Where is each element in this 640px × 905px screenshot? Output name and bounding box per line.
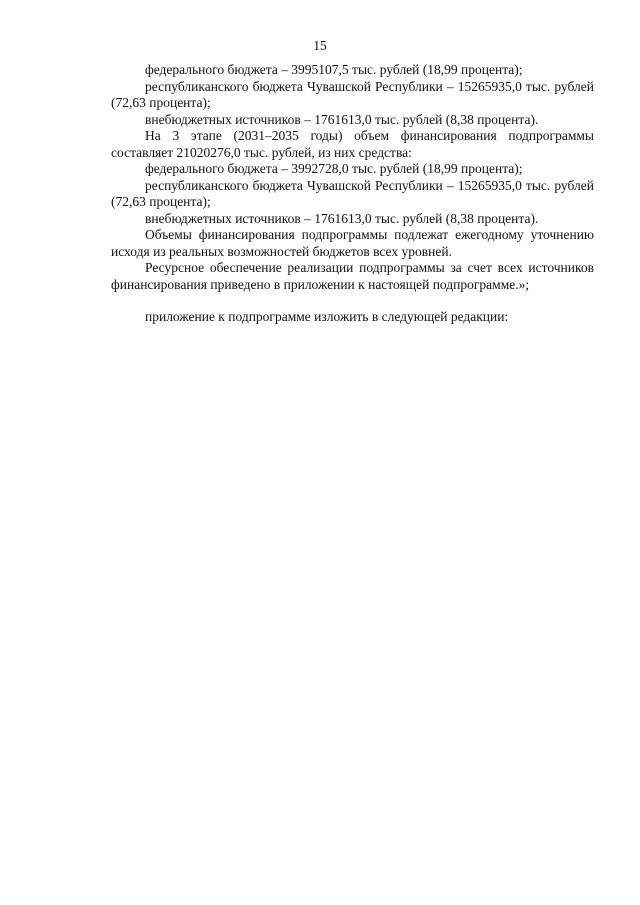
page-number: 15 (313, 38, 327, 53)
paragraph-republic-budget-stage2: республиканского бюджета Чувашской Республики – 15265935,0 тыс. рублей (72,63 процента); (111, 78, 594, 110)
paragraph-annual-refinement: Объемы финансирования подпрограммы подлежат ежегодному уточнению исходя из реальных возможностей бюджетов всех уровней. (111, 227, 594, 259)
paragraph-extrabudget-stage2: внебюджетных источников – 1761613,0 тыс. рублей (8,38 процента). (145, 111, 539, 127)
paragraph-federal-budget-stage3: федерального бюджета – 3992728,0 тыс. рублей (18,99 процента); (145, 161, 523, 176)
paragraph-stage3-total: На 3 этапе (2031–2035 годы) объем финансирования подпрограммы составляет 21020276,0 тыс. рублей, из них средства: (111, 128, 594, 160)
paragraph-extrabudget-stage3: внебюджетных источников – 1761613,0 тыс. рублей (8,38 процента). (145, 210, 539, 226)
paragraph-federal-budget-stage2: федерального бюджета – 3995107,5 тыс. рублей (18,99 процента); (145, 62, 523, 77)
document-body (111, 62, 594, 326)
paragraph-appendix-instruction: приложение к подпрограмме изложить в следующей редакции: (145, 309, 509, 324)
paragraph-republic-budget-stage3: республиканского бюджета Чувашской Республики – 15265935,0 тыс. рублей (72,63 процента); (111, 177, 594, 209)
paragraph-resource-provision: Ресурсное обеспечение реализации подпрограммы за счет всех источников финансирования приведено в приложении к настоящей подпрограмме.»; (111, 260, 594, 292)
